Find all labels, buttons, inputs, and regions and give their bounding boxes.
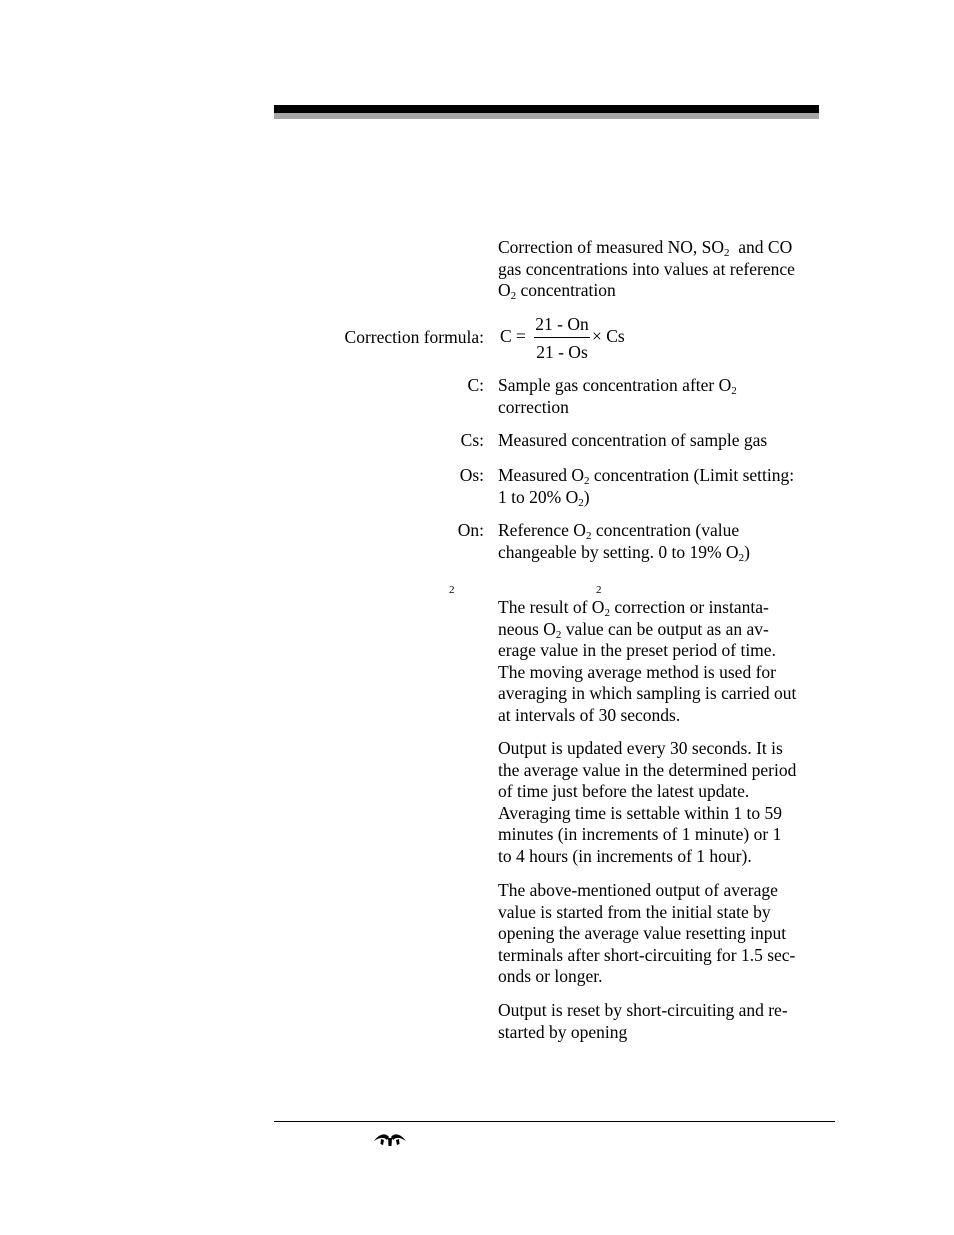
- footer-rule: [274, 1121, 835, 1122]
- definition-text: Reference $O_2$ concentration (value changeable by setting. 0 to 19% $O_2$): [498, 520, 750, 564]
- definition-term: C:: [467, 375, 484, 395]
- formula-numerator: 21 - On: [535, 314, 589, 334]
- formula-lhs: C =: [500, 326, 526, 346]
- header-rule-shadow: [274, 113, 819, 119]
- header-rule: [274, 105, 819, 113]
- averaging-paragraph-1: The result of $O_2$ correction or instanta- neous $O_2$ value can be output as an av- erage value in the preset period of time. The moving average method is used for averaging in which sampling is carried out at intervals of 30 seconds.: [498, 597, 797, 725]
- intro-paragraph: Correction of measured NO, $SO_2$ and CO gas concentrations into values at reference $O_2$ concentration: [498, 237, 795, 303]
- definition-text: Measured $O_2$ concentration (Limit setting: 1 to 20% $O_2$): [498, 465, 795, 509]
- correction-formula-label: Correction formula:: [344, 327, 484, 347]
- definition-text: Measured concentration of sample gas: [498, 430, 768, 450]
- correction-formula: [500, 314, 640, 364]
- formula-rhs: × Cs: [592, 326, 625, 346]
- averaging-paragraph-2: Output is updated every 30 seconds. It is the average value in the determined period of time just before the latest update. Averaging time is settable within 1 to 59 minutes (in increments of 1 minute) or 1 to 4 hours (in increments of 1 hour).: [498, 738, 797, 866]
- definition-text: Sample gas concentration after $O_2$ correction: [498, 375, 737, 417]
- averaging-paragraph-3: The above-mentioned output of average value is started from the initial state by opening the average value resetting input terminals after short-circuiting for 1.5 sec- onds or longer.: [498, 880, 796, 987]
- formula-denominator: 21 - Os: [536, 342, 588, 362]
- fraction-bar: [534, 337, 590, 338]
- averaging-paragraph-4: Output is reset by short-circuiting and re- started by opening: [498, 1000, 788, 1042]
- formula-fraction: [534, 314, 590, 364]
- teledyne-logo-icon: [372, 1131, 408, 1147]
- stray-subscript-mark: 2: [449, 584, 455, 596]
- definition-term: Cs:: [460, 430, 484, 450]
- stray-subscript-mark: 2: [596, 584, 602, 596]
- definition-term: Os:: [459, 465, 484, 485]
- definition-term: On:: [457, 520, 484, 540]
